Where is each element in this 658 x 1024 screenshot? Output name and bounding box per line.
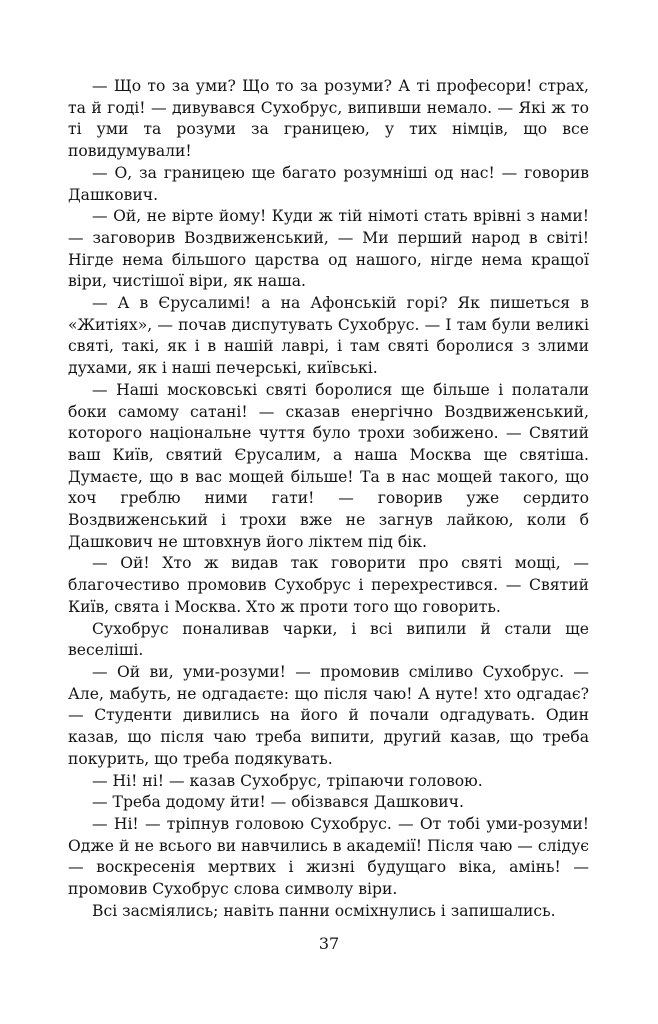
- paragraph: — А в Єрусалимі! а на Афонській горі? Як пишеться в «Житіях», — почав диспутувать Сухобрус. — І там були великі святі, такі, як і в нашій лаврі, і там святі боролися з злими духами, як і наші печерські, київські.: [68, 294, 589, 378]
- paragraph: — Наші московські святі боролися ще більше і полатали боки самому сатані! — сказав енергічно Воздвиженський, которого національне чуття було трохи зобижено. — Святий ваш Київ, святий Єрусалим, а наша Москва ще святіша. Думаєте, що в вас мощей більше! Та в нас мощей такого, що хоч греблю ними гати! — говорив уже сердито Воздвиженський і трохи вже не загнув лайкою, коли б Дашкович не штовхнув його ліктем під бік.: [68, 380, 589, 551]
- paragraph: Всі засміялись; навіть панни осміхнулись і запишались.: [92, 901, 556, 920]
- paragraph: — Треба додому йти! — обізвався Дашкович.: [92, 793, 464, 812]
- paragraph: Сухобрус поналивав чарки, і всі випили й стали ще веселіші.: [68, 619, 589, 660]
- paragraph: — Ой, не вірте йому! Куди ж тій німоті стать врівні з нами! — заговорив Воздвиженський, — Ми перший народ в світі! Нігде нема більшого царства од нашого, нігде нема кращої віри, чистішої віри, як наша.: [68, 207, 589, 291]
- paragraph: — Що то за уми? Що то за розуми? А ті професори! страх, та й годі! — дивувався Сухобрус, випивши немало. — Які ж то ті уми та розуми за границею, у тих німців, що все повидумували!: [68, 77, 589, 161]
- paragraph: — Ой ви, уми-розуми! — промовив сміливо Сухобрус. — Але, мабуть, не одгадаєте: що після чаю! А нуте! хто одгадає? — Студенти дивились на його й почали одгадувать. Один казав, що після чаю треба випити, другий казав, що треба покурить, що треба подякувать.: [68, 662, 589, 768]
- page-number: 37: [318, 934, 340, 953]
- page-text-block: [68, 76, 589, 922]
- paragraph: — Ні! — тріпнув головою Сухобрус. — От тобі уми-розуми! Одже й не всього ви навчились в академії! Після чаю — слідує — воскресенія мертвих і жизні будущаго віка, амінь! — промовив Сухобрус слова символу віри.: [68, 814, 589, 899]
- paragraph: — Ой! Хто ж видав так говорити про святі мощі, — благочестиво промовив Сухобрус і перехрестився. — Святий Київ, свята і Москва. Хто ж проти того що говорить.: [68, 554, 589, 616]
- paragraph: — О, за границею ще багато розумніші од нас! — говорив Дашкович.: [68, 163, 589, 204]
- paragraph: — Ні! ні! — казав Сухобрус, тріпаючи головою.: [92, 771, 483, 790]
